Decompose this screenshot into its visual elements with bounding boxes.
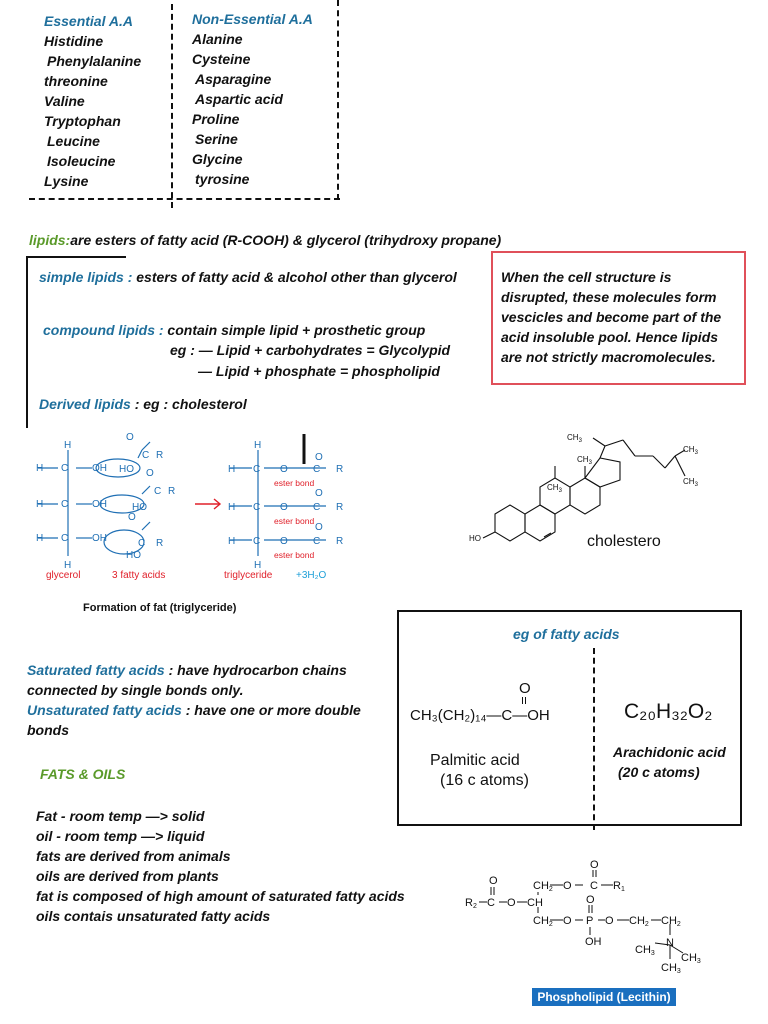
water-label: +3H₂O [296,570,327,581]
list-item: threonine [44,73,108,89]
essential-header: Essential A.A [44,13,133,29]
fats-oils-line: fat is composed of high amount of saturated fatty acids [36,888,405,904]
svg-text:R2: R2 [465,897,477,910]
unsaturated-def: : have one or more double [181,702,361,718]
svg-text:C: C [487,897,495,909]
svg-text:OH: OH [92,533,107,544]
list-item: Glycine [192,151,243,167]
svg-text:C: C [590,880,598,892]
svg-text:O: O [315,452,323,463]
list-item: Lysine [44,173,89,189]
svg-text:O: O [280,502,288,513]
list-item: Leucine [47,133,100,149]
svg-text:O: O [315,522,323,533]
derived-lipids-def: : eg : cholesterol [130,396,247,412]
svg-text:H: H [36,499,44,510]
svg-text:H: H [254,440,262,451]
cholesterol-label: cholestero [587,533,661,550]
svg-text:R1: R1 [613,880,625,893]
svg-text:CH3: $CH_3$ [567,433,582,444]
svg-text:C: C [61,533,69,544]
svg-text:CH2: CH2 [533,880,553,893]
svg-text:HO: HO [469,534,481,543]
svg-text:P: P [586,915,594,927]
unsaturated-def2: bonds [27,722,69,738]
arachidonic-formula: C₂₀H₃₂O₂ [624,700,713,723]
svg-text:HO: HO [126,550,141,561]
ester-bond-label: ester bond [274,516,315,526]
bracket-top [26,256,126,258]
svg-text:R: R [156,450,164,461]
svg-text:C: C [313,464,321,475]
svg-text:H: H [228,464,236,475]
svg-text:H: H [36,533,44,544]
compound-lipids-term: compound lipids : [43,322,164,338]
svg-text:CH3: CH3 [635,944,655,957]
svg-text:C: C [313,536,321,547]
list-item: Valine [44,93,85,109]
palmitic-atoms: (16 c atoms) [440,772,529,789]
table-divider-vertical [171,4,173,208]
svg-text:CH2: CH2 [629,915,649,928]
list-item: Alanine [192,31,243,47]
derived-lipids [39,394,247,414]
compound-lipids [43,320,425,340]
svg-text:CH3: $CH_3$ [577,455,592,466]
svg-text:OH: OH [585,936,602,948]
svg-text:R: R [156,538,164,549]
svg-text:C: C [61,463,69,474]
table-border-right [337,0,339,200]
svg-text:O: O [489,875,498,887]
unsaturated-term: Unsaturated fatty acids [27,702,182,718]
svg-text:H: H [228,502,236,513]
list-item: Aspartic acid [195,91,283,107]
svg-text:OH: OH [92,463,107,474]
list-item: Histidine [44,33,104,49]
phospholipid-structure [465,855,720,980]
simple-lipids [39,267,457,287]
svg-text:R: R [168,486,176,497]
svg-text:R: R [336,502,344,513]
list-item: Phenylalanine [47,53,142,69]
simple-lipids-term: simple lipids : [39,269,133,285]
carbonyl-o: O [519,680,531,697]
derived-lipids-term: Derived lipids [39,396,131,412]
list-item: Asparagine [195,71,272,87]
palmitic-formula: CH₃(CH₂)₁₄—C—OH [410,707,550,724]
svg-text:CH3: CH3 [681,952,701,965]
triglyceride-diagram [30,428,350,588]
arachidonic-name: Arachidonic acid [613,744,726,760]
reaction-arrow [195,499,220,509]
svg-text:O: O [563,915,572,927]
compound-eg2: — Lipid + phosphate = phospholipid [198,363,440,379]
svg-text:O: O [126,432,134,443]
glycerol-label: glycerol [46,570,81,581]
svg-text:C: C [313,502,321,513]
fats-oils-line: oils are derived from plants [36,868,219,884]
svg-text:C: C [253,464,261,475]
svg-text:H: H [64,440,72,451]
ester-bond-label: ester bond [274,550,315,560]
triglyceride-structure [230,450,326,556]
svg-text:O: O [563,880,572,892]
svg-text:O: O [280,536,288,547]
list-item: Cysteine [192,51,251,67]
simple-lipids-def: esters of fatty acid & alcohol other than glycerol [132,269,457,285]
svg-text:O: O [590,859,599,871]
fats-oils-heading: FATS & OILS [40,766,126,782]
fatty-acid-divider [593,648,595,830]
svg-text:C: C [154,486,162,497]
svg-text:N: N [666,937,674,949]
lipids-definition [29,230,501,250]
ester-bond-label: ester bond [274,478,315,488]
carbonyl-double-bond [522,697,526,704]
svg-text:O: O [280,464,288,475]
saturated-term: Saturated fatty acids [27,662,165,678]
svg-text:H: H [228,536,236,547]
svg-text:CH3: $CH_3$ [683,477,698,488]
fatty-acids-label: 3 fatty acids [112,570,166,581]
list-item: Proline [192,111,240,127]
svg-text:O: O [605,915,614,927]
svg-text:O: O [146,468,154,479]
svg-text:CH3: $CH_3$ [547,483,562,494]
svg-text:CH2: CH2 [661,915,681,928]
fat-formation-caption: Formation of fat (triglyceride) [83,602,237,614]
note-text: When the cell structure is disrupted, these molecules form vescicles and become part of the acid insoluble pool. Hence lipids are not strictly macromolecules. [501,269,722,365]
phospholipid-label: Phospholipid (Lecithin) [532,988,676,1006]
svg-text:CH2: CH2 [533,915,553,928]
svg-text:CH: CH [527,897,543,909]
arachidonic-atoms: (20 c atoms) [618,764,700,780]
lipids-definition-text: are esters of fatty acid (R-COOH) & glycerol (trihydroxy propane) [70,232,502,248]
svg-text:C: C [138,538,146,549]
compound-eg1: eg : — Lipid + carbohydrates = Glycolypid [170,342,451,358]
essential-list [44,31,141,191]
svg-text:R: R [336,536,344,547]
saturated-fatty-acids [27,660,347,680]
list-item: Serine [195,131,238,147]
list-item: tyrosine [195,171,250,187]
unsaturated-fatty-acids [27,700,361,720]
compound-lipids-def: contain simple lipid + prosthetic group [163,322,426,338]
svg-text:O: O [586,894,595,906]
svg-text:HO: HO [119,464,134,475]
cholesterol-structure [465,428,705,558]
svg-text:HO: HO [132,502,147,513]
svg-text:O: O [128,512,136,523]
fats-oils-line: oils contais unsaturated fatty acids [36,908,271,924]
svg-text:R: R [336,464,344,475]
saturated-def2: connected by single bonds only. [27,682,244,698]
fatty-acid-box-title: eg of fatty acids [513,626,620,642]
svg-text:H: H [64,560,72,571]
svg-text:C: C [142,450,150,461]
lipids-term: lipids: [29,232,71,248]
fats-oils-line: oil - room temp —> liquid [36,828,205,844]
triglyceride-label: triglyceride [224,570,273,581]
list-item: Tryptophan [44,113,121,129]
svg-text:C: C [61,499,69,510]
note-box [491,251,746,385]
nonessential-header: Non-Essential A.A [192,11,313,27]
list-item: Isoleucine [47,153,116,169]
svg-text:C: C [253,502,261,513]
fats-oils-line: fats are derived from animals [36,848,231,864]
fats-oils-line: Fat - room temp —> solid [36,808,205,824]
svg-text:O: O [507,897,516,909]
palmitic-name: Palmitic acid [430,752,520,769]
saturated-def: : have hydrocarbon chains [164,662,347,678]
bracket-vertical [26,256,28,428]
svg-text:H: H [36,463,44,474]
svg-text:CH3: $CH_3$ [683,445,698,456]
svg-text:CH3: CH3 [661,962,681,975]
svg-text:C: C [253,536,261,547]
svg-text:H: H [254,560,262,571]
svg-text:O: O [315,488,323,499]
nonessential-list [192,29,283,189]
svg-text:OH: OH [92,499,107,510]
table-divider-horizontal [29,198,340,200]
